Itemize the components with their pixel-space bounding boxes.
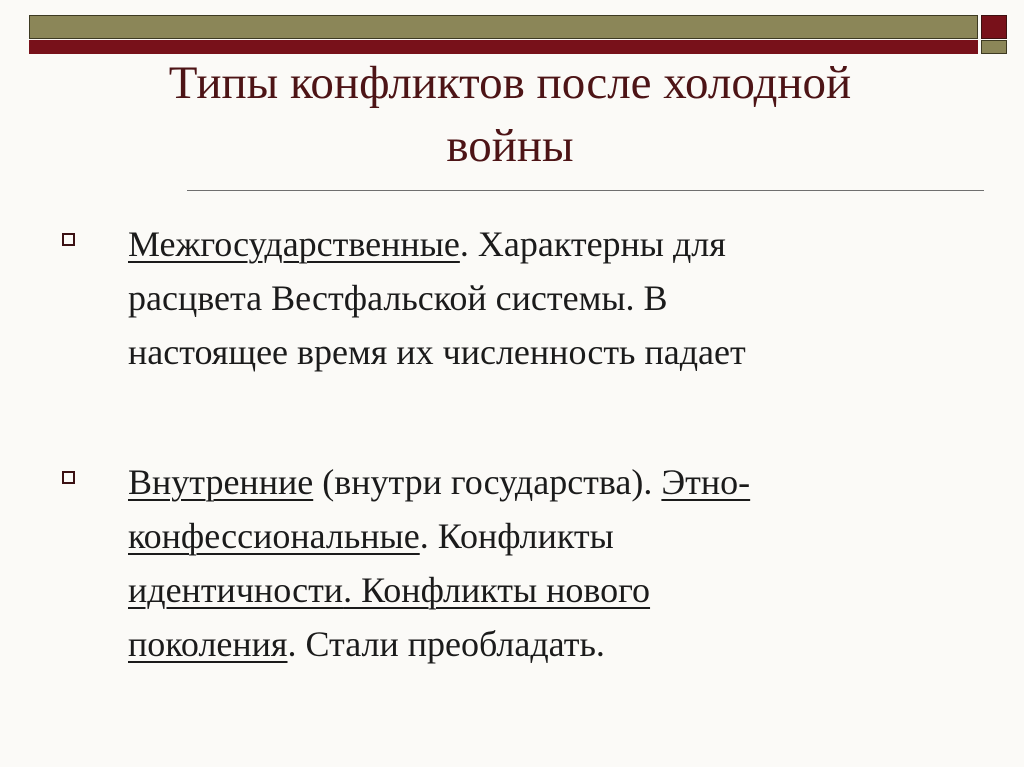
header-bar-olive	[29, 15, 978, 39]
title-line-2: войны	[446, 120, 574, 172]
bullet-line: настоящее время их численность падает	[128, 332, 746, 372]
bullet-line	[128, 617, 948, 671]
bullet-line	[128, 217, 948, 271]
text-fragment: . Конфликты	[419, 516, 614, 556]
bullet-line: расцвета Вестфальской системы. В	[128, 278, 668, 318]
underlined-term: Внутренние	[128, 462, 314, 502]
bullet-text	[128, 217, 948, 379]
square-bullet-icon	[62, 233, 75, 246]
square-bullet-icon	[62, 471, 75, 484]
bullet-line	[128, 455, 948, 509]
text-fragment: . Характерны для	[459, 224, 726, 264]
bullet-line	[128, 509, 948, 563]
underlined-term: конфессиональные	[128, 516, 420, 556]
text-fragment: . Стали преобладать.	[287, 624, 605, 664]
underlined-term: поколения	[128, 624, 288, 664]
text-fragment: . Конфликты нового	[343, 570, 651, 610]
title-line-1: Типы конфликтов после холодной	[168, 57, 852, 109]
underlined-term: Межгосударственные	[128, 224, 460, 264]
title-divider	[187, 190, 984, 191]
corner-square-olive	[981, 40, 1007, 54]
underlined-term: идентичности	[128, 570, 344, 610]
text-fragment: (внутри государства).	[313, 462, 662, 502]
underlined-term: Этно-	[661, 462, 751, 502]
bullet-text	[128, 455, 948, 671]
slide-title	[40, 52, 980, 178]
corner-square-maroon	[981, 15, 1007, 39]
bullet-line	[128, 563, 948, 617]
